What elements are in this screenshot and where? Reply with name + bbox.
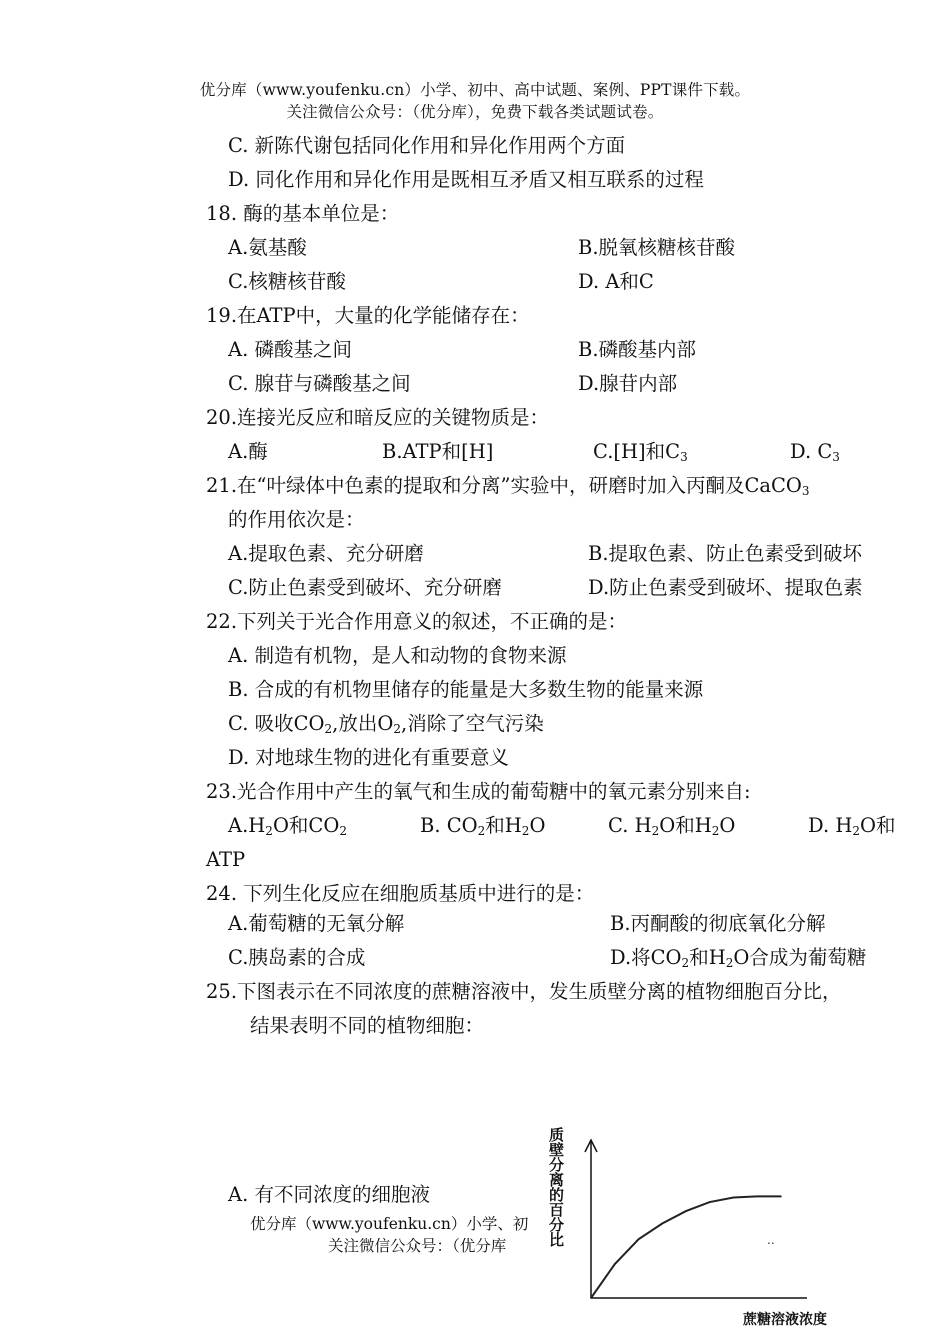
q19-stem: 19.在ATP中，大量的化学能储存在： <box>206 304 530 327</box>
footer-line-1: 优分库（www.youfenku.cn）小学、初 <box>250 1215 529 1233</box>
q24-stem: 24. 下列生化反应在细胞质基质中进行的是： <box>206 882 595 905</box>
q23-option-c: C. $H_2O$和$H_2O$ <box>608 814 736 838</box>
q24-option-a: A.葡萄糖的无氧分解 <box>228 912 405 935</box>
q22-option-b: B. 合成的有机物里储存的能量是大多数生物的能量来源 <box>228 678 704 701</box>
q21-option-b: B.提取色素、防止色素受到破坏 <box>588 542 863 565</box>
q20-option-c: C.[H]和$C_3$ <box>593 440 688 464</box>
q19-option-c: C. 腺苷与磷酸基之间 <box>228 372 411 395</box>
x-axis-label: 蔗糖溶液浓度 <box>743 1312 827 1328</box>
data-point-3 <box>661 1223 663 1225</box>
data-point-5 <box>709 1201 711 1203</box>
q25-stem-cont: 结果表明不同的植物细胞： <box>250 1014 485 1037</box>
q21-option-c: C.防止色素受到破坏、充分研磨 <box>228 576 502 599</box>
q18-stem: 18. 酶的基本单位是： <box>206 202 400 225</box>
q22-option-c: C. 吸收$CO_2$,放出$O_2$,消除了空气污染 <box>228 712 544 736</box>
q21-stem-cont: 的作用依次是： <box>228 508 365 531</box>
q21-option-d: D.防止色素受到破坏、提取色素 <box>588 576 863 599</box>
data-point-8 <box>780 1196 782 1198</box>
q25-option-a: A. 有不同浓度的细胞液 <box>228 1183 430 1206</box>
footer-line-2: 关注微信公众号：（优分库 <box>328 1237 507 1255</box>
plasmolysis-chart <box>535 1118 865 1333</box>
q20-option-b: B.ATP和[H] <box>382 440 494 463</box>
q18-option-d: D. A和C <box>578 270 654 293</box>
q22-option-d: D. 对地球生物的进化有重要意义 <box>228 746 509 769</box>
data-point-4 <box>685 1210 687 1212</box>
q24-option-c: C.胰岛素的合成 <box>228 946 366 969</box>
q21-option-a: A.提取色素、充分研磨 <box>228 542 424 565</box>
q19-option-b: B.磷酸基内部 <box>578 338 697 361</box>
q23-stem: 23.光合作用中产生的氧气和生成的葡萄糖中的氧元素分别来自: <box>206 780 751 803</box>
q22-option-a: A. 制造有机物，是人和动物的食物来源 <box>228 644 567 667</box>
header-line-2: 关注微信公众号：（优分库），免费下载各类试题试卷。 <box>286 103 664 121</box>
q23-option-b: B. $CO_2$和$H_2O$ <box>420 814 546 838</box>
q19-option-d: D.腺苷内部 <box>578 372 678 395</box>
q17-option-d: D. 同化作用和异化作用是既相互矛盾又相互联系的过程 <box>228 168 704 191</box>
q24-option-b: B.丙酮酸的彻底氧化分解 <box>610 912 826 935</box>
q18-option-b: B.脱氧核糖核苷酸 <box>578 236 736 259</box>
q20-option-a: A.酶 <box>228 440 268 463</box>
y-axis-label: 质壁分离的百分比 <box>549 1126 565 1249</box>
q23-option-d: D. $H_2O$和 <box>808 814 896 838</box>
q18-option-a: A.氨基酸 <box>228 236 307 259</box>
header-line-1: 优分库（www.youfenku.cn）小学、初中、高中试题、案例、PPT课件下载。 <box>199 81 751 99</box>
chart-annotation: .. <box>767 1233 775 1247</box>
q17-option-c: C. 新陈代谢包括同化作用和异化作用两个方面 <box>228 134 626 157</box>
data-point-0 <box>590 1297 592 1299</box>
q19-option-a: A. 磷酸基之间 <box>228 338 352 361</box>
data-point-7 <box>756 1196 758 1198</box>
data-point-2 <box>638 1239 640 1241</box>
q18-option-c: C.核糖核苷酸 <box>228 270 346 293</box>
data-point-1 <box>614 1263 616 1265</box>
q20-option-d: D. $C_3$ <box>790 440 840 464</box>
q20-stem: 20.连接光反应和暗反应的关键物质是： <box>206 406 550 429</box>
q21-stem: 21.在“叶绿体中色素的提取和分离”实验中，研磨时加入丙酮及CaCO$_3$ <box>206 474 810 498</box>
q24-option-d: D.将$CO_2$和$H_2O$合成为葡萄糖 <box>610 946 867 970</box>
q25-stem: 25.下图表示在不同浓度的蔗糖溶液中，发生质壁分离的植物细胞百分比， <box>206 980 842 1003</box>
q22-stem: 22.下列关于光合作用意义的叙述，不正确的是： <box>206 610 628 633</box>
q23-option-a: $A.H_2O$和$CO_2$ <box>228 814 347 838</box>
q23-option-d-wrap: ATP <box>206 848 246 871</box>
data-point-6 <box>733 1197 735 1199</box>
